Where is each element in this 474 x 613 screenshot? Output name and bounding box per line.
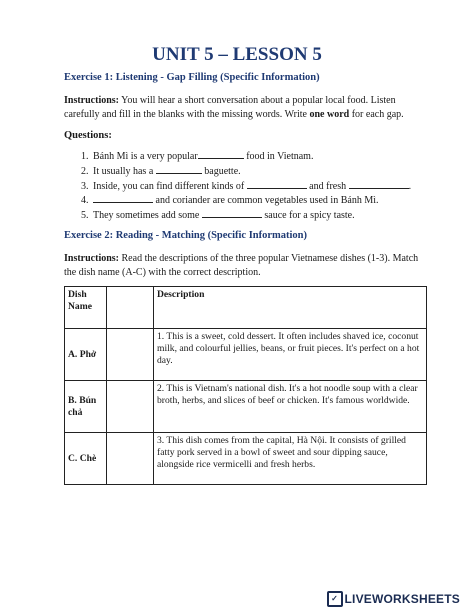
footer-brand[interactable] [327,591,460,607]
dish-description: 2. This is Vietnam's national dish. It's a hot noodle soup with a clear broth, herbs, and slices of beef or chicken. It's famous worldwide. [154,381,427,433]
exercise1-heading: Exercise 1: Listening - Gap Filling (Specific Information) [64,72,320,83]
q5-blank[interactable] [202,208,262,218]
dish-name: C. Chè [65,433,107,485]
q2-blank[interactable] [156,164,202,174]
q2-text-a: It usually has a [93,165,156,177]
header-description: Description [154,287,427,329]
answer-cell[interactable] [107,433,154,485]
question-5 [91,208,451,223]
instructions-bold: one word [309,108,350,120]
q3-text-a: Inside, you can find different kinds of [93,180,247,192]
header-blank [107,287,154,329]
q4-blank[interactable] [93,193,153,203]
q1-blank[interactable] [198,149,244,159]
instructions2-text: Read the descriptions of the three popular Vietnamese dishes (1-3). Match the dish name (A-C) with the correct description. [64,253,419,278]
dish-name: A. Phở [65,329,107,381]
instructions2-label: Instructions: [64,253,120,264]
q4-text-a: and coriander are common vegetables used in Bánh Mì. [153,195,379,207]
instructions-text-b: for each gap. [349,108,404,120]
exercise1-instructions [64,94,424,121]
q1-text-b: food in Vietnam. [243,151,314,162]
question-3 [91,179,451,194]
liveworksheets-logo-icon: ✓ [327,591,343,607]
table-row [65,329,427,381]
q3-blank-1[interactable] [247,179,307,189]
question-1 [91,149,451,164]
q3-text-c: . [408,180,412,192]
q3-blank-2[interactable] [349,179,409,189]
exercise2-instructions [64,252,424,279]
q1-text-a: Bánh Mì is a very popular [93,151,198,162]
dish-name: B. Bún chả [65,381,107,433]
answer-cell[interactable] [107,381,154,433]
question-2 [91,164,451,179]
page-title: UNIT 5 – LESSON 5 [152,44,322,65]
q3-text-b: and fresh [306,180,349,192]
instructions-label: Instructions: [64,95,120,106]
table-row [65,381,427,433]
q5-text-a: They sometimes add some [93,210,202,222]
q5-text-b: sauce for a spicy taste. [261,210,355,222]
header-dish-name: Dish Name [65,287,107,329]
table-row [65,433,427,485]
matching-table [64,286,427,485]
instructions-text-a: You will hear a short conversation about a popular local food. Listen carefully and fill in the blanks with the missing words. Write [64,95,396,120]
exercise2-heading: Exercise 2: Reading - Matching (Specific Information) [64,230,308,241]
q2-text-b: baguette. [201,165,241,177]
question-list [64,149,451,223]
dish-description: 1. This is a sweet, cold dessert. It often includes shaved ice, coconut milk, and colourful jellies, beans, or fruit pieces. It's perfect on a hot day. [154,329,427,381]
dish-description: 3. This dish comes from the capital, Hà Nội. It consists of grilled fatty pork served in a bowl of sweet and sour dipping sauce, alongside rice vermicelli and fresh herbs. [154,433,427,485]
answer-cell[interactable] [107,329,154,381]
brand-label: LIVEWORKSHEETS [344,592,460,606]
questions-label: Questions: [64,130,112,141]
question-4 [91,193,451,208]
table-header-row [65,287,427,329]
